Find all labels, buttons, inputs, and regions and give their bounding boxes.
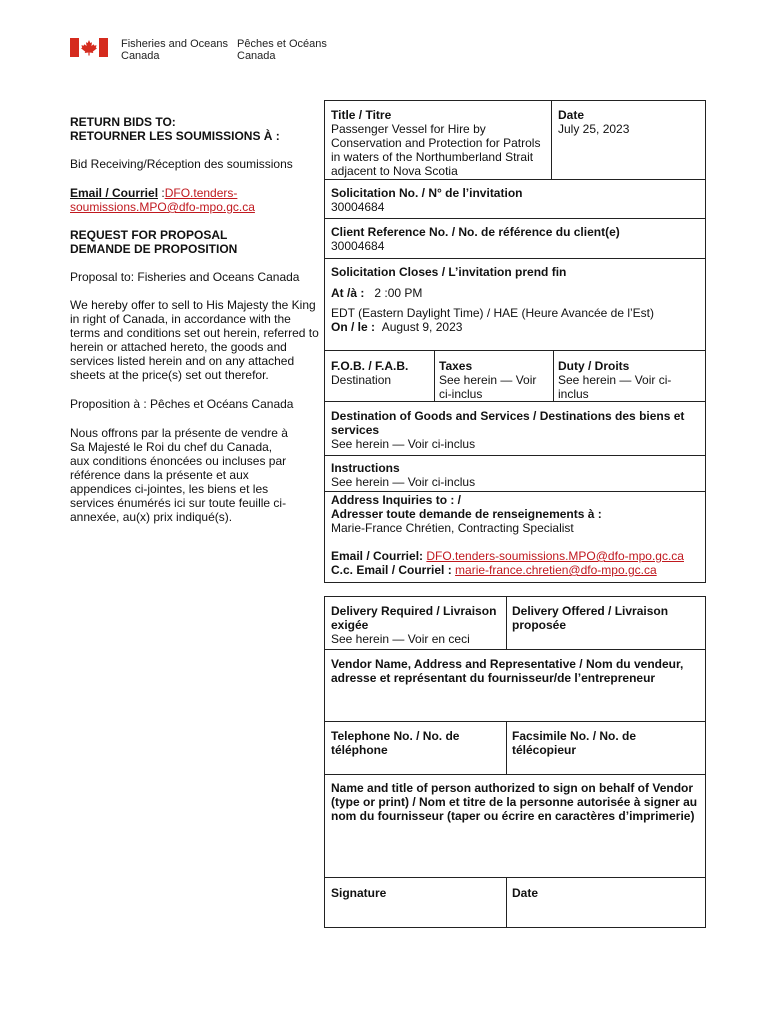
instructions-cell <box>331 461 475 489</box>
fob-cell <box>331 359 408 387</box>
title-line: adjacent to Nova Scotia <box>331 164 458 178</box>
taxes-value-line1: See herein — Voir <box>439 373 537 387</box>
department-name-en-line1: Fisheries and Oceans <box>121 38 228 50</box>
duty-label: Duty / Droits <box>558 359 630 373</box>
inquiries-contact: Marie-France Chrétien, Contracting Specialist <box>331 521 574 535</box>
solicitation-closes-cell <box>331 265 703 334</box>
inquiries-label-line1: Address Inquiries to : / <box>331 493 462 507</box>
client-reference-cell <box>331 225 620 253</box>
client-reference-label: Client Reference No. / No. de référence du client(e) <box>331 225 620 239</box>
closing-date-label: On / le : <box>331 320 376 334</box>
telephone-field[interactable] <box>331 729 459 757</box>
title-label: Title / Titre <box>331 108 392 122</box>
authorized-label-line3: nom du fournisseur (taper ou écrire en caractères d’imprimerie) <box>331 809 695 823</box>
signature-date-divider <box>506 877 507 928</box>
canada-flag-icon <box>70 38 108 57</box>
offer-text-en <box>70 298 319 382</box>
destination-cell <box>331 409 684 451</box>
request-for-proposal-en: REQUEST FOR PROPOSAL <box>70 228 228 242</box>
closing-date-value: August 9, 2023 <box>381 320 463 334</box>
department-name-fr-line2: Canada <box>237 50 276 62</box>
fob-label: F.O.B. / F.A.B. <box>331 359 409 373</box>
delivery-required-cell <box>331 604 496 646</box>
divider <box>324 649 706 650</box>
instructions-value: See herein — Voir ci-inclus <box>331 475 476 489</box>
client-reference-value: 30004684 <box>331 239 385 253</box>
duty-cell <box>558 359 671 401</box>
bid-receiving-text: Bid Receiving/Réception des soumissions <box>70 157 293 171</box>
offer-en-line: We hereby offer to sell to His Majesty the King <box>70 298 316 312</box>
offer-fr-line: appendices ci-jointes, les biens et les <box>70 482 269 496</box>
destination-label-line2: services <box>331 423 380 437</box>
inquiries-email-label: Email / Courriel: <box>331 549 424 563</box>
return-email-separator: : <box>158 186 165 200</box>
request-for-proposal-fr: DEMANDE DE PROPOSITION <box>70 242 238 256</box>
return-email-link-part1[interactable]: DFO.tenders- <box>164 186 238 200</box>
authorized-label-line1: Name and title of person authorized to sign on behalf of Vendor <box>331 781 694 795</box>
inquiries-email-link[interactable]: DFO.tenders-soumissions.MPO@dfo-mpo.gc.ca <box>426 549 684 563</box>
title-date-divider <box>551 100 552 179</box>
divider <box>324 401 706 402</box>
divider <box>324 258 706 259</box>
timezone-text: EDT (Eastern Daylight Time) / HAE (Heure Avancée de l’Est) <box>331 306 655 320</box>
solicitation-closes-label: Solicitation Closes / L’invitation prend fin <box>331 265 567 279</box>
title-cell <box>331 108 540 178</box>
divider <box>324 218 706 219</box>
duty-value-line2: inclus <box>558 387 589 401</box>
date-cell <box>558 108 629 136</box>
divider <box>324 774 706 775</box>
offer-fr-line: services énumérés ici sur toute feuille ci- <box>70 496 287 510</box>
return-email-link-part2[interactable]: soumissions.MPO@dfo-mpo.gc.ca <box>70 200 255 214</box>
fob-value: Destination <box>331 373 392 387</box>
offer-text-fr <box>70 426 288 524</box>
title-line: in waters of the Northumberland Strait <box>331 150 534 164</box>
offer-en-line: herein or attached hereto, the goods and <box>70 340 287 354</box>
taxes-label: Taxes <box>439 359 473 373</box>
date-value: July 25, 2023 <box>558 122 630 136</box>
offer-fr-line: référence dans la présente et aux <box>70 468 249 482</box>
return-bids-en: RETURN BIDS TO: <box>70 115 176 129</box>
facsimile-label-line2: télécopieur <box>512 743 577 757</box>
taxes-value-line2: ci-inclus <box>439 387 483 401</box>
offer-en-line: services listed herein and on any attached <box>70 354 295 368</box>
delivery-required-value: See herein — Voir en ceci <box>331 632 470 646</box>
signature-field[interactable] <box>331 886 386 900</box>
offer-en-line: terms and conditions set out herein, referred to <box>70 326 319 340</box>
delivery-offered-label-line2: proposée <box>512 618 567 632</box>
closing-time-value: 2 :00 PM <box>374 286 423 300</box>
proposal-to-text: Proposal to: Fisheries and Oceans Canada <box>70 270 300 284</box>
delivery-required-label-line2: exigée <box>331 618 369 632</box>
vendor-name-field[interactable] <box>331 657 703 685</box>
phone-fax-divider <box>506 721 507 774</box>
telephone-label-line2: téléphone <box>331 743 388 757</box>
return-bids-fr: RETOURNER LES SOUMISSIONS À : <box>70 129 280 143</box>
department-name-fr <box>237 38 327 62</box>
instructions-label: Instructions <box>331 461 400 475</box>
closing-time-label: At /à : <box>331 286 365 300</box>
delivery-required-label-line1: Delivery Required / Livraison <box>331 604 497 618</box>
solicitation-number-label: Solicitation No. / N° de l’invitation <box>331 186 523 200</box>
facsimile-field[interactable] <box>512 729 636 757</box>
signature-date-label: Date <box>512 886 539 900</box>
authorized-label-line2: (type or print) / Nom et titre de la personne autorisée à signer au <box>331 795 698 809</box>
delivery-divider <box>506 596 507 649</box>
offer-fr-line: annexée, au(x) prix indiqué(s). <box>70 510 233 524</box>
divider <box>324 179 706 180</box>
proposition-fr-text: Proposition à : Pêches et Océans Canada <box>70 397 294 411</box>
inquiries-label-line2: Adresser toute demande de renseignements à : <box>331 507 602 521</box>
cc-email-link[interactable]: marie-france.chretien@dfo-mpo.gc.ca <box>455 563 657 577</box>
vendor-name-label-line2: adresse et représentant du fournisseur/de l’entrepreneur <box>331 671 656 685</box>
date-label: Date <box>558 108 585 122</box>
authorized-person-field[interactable] <box>331 781 703 823</box>
offer-en-line: in right of Canada, in accordance with the <box>70 312 291 326</box>
divider <box>324 491 706 492</box>
solicitation-number-value: 30004684 <box>331 200 385 214</box>
offer-en-line: sheets at the price(s) set out therefor. <box>70 368 269 382</box>
divider <box>324 721 706 722</box>
destination-label-line1: Destination of Goods and Services / Destinations des biens et <box>331 409 685 423</box>
department-name-en <box>121 38 228 62</box>
return-email-block <box>70 186 255 214</box>
facsimile-label-line1: Facsimile No. / No. de <box>512 729 637 743</box>
return-bids-heading <box>70 115 280 143</box>
divider <box>324 350 706 351</box>
signature-label: Signature <box>331 886 387 900</box>
title-line: Passenger Vessel for Hire by <box>331 122 486 136</box>
request-for-proposal-heading <box>70 228 237 256</box>
divider <box>324 455 706 456</box>
divider <box>324 877 706 878</box>
department-name-fr-line1: Pêches et Océans <box>237 38 327 50</box>
delivery-offered-field[interactable] <box>512 604 668 632</box>
fob-taxes-divider <box>434 350 435 401</box>
delivery-offered-label-line1: Delivery Offered / Livraison <box>512 604 669 618</box>
offer-fr-line: aux conditions énoncées ou incluses par <box>70 454 287 468</box>
taxes-duty-divider <box>553 350 554 401</box>
address-inquiries-cell <box>331 493 703 577</box>
department-name-en-line2: Canada <box>121 50 160 62</box>
signature-date-field[interactable] <box>512 886 538 900</box>
cc-email-label: C.c. Email / Courriel : <box>331 563 452 577</box>
destination-value: See herein — Voir ci-inclus <box>331 437 476 451</box>
solicitation-number-cell <box>331 186 522 214</box>
vendor-name-label-line1: Vendor Name, Address and Representative / Nom du vendeur, <box>331 657 684 671</box>
offer-fr-line: Sa Majesté le Roi du chef du Canada, <box>70 440 273 454</box>
title-line: Conservation and Protection for Patrols <box>331 136 541 150</box>
return-email-label: Email / Courriel <box>70 186 159 200</box>
telephone-label-line1: Telephone No. / No. de <box>331 729 460 743</box>
duty-value-line1: See herein — Voir ci- <box>558 373 672 387</box>
offer-fr-line: Nous offrons par la présente de vendre à <box>70 426 288 440</box>
taxes-cell <box>439 359 536 401</box>
